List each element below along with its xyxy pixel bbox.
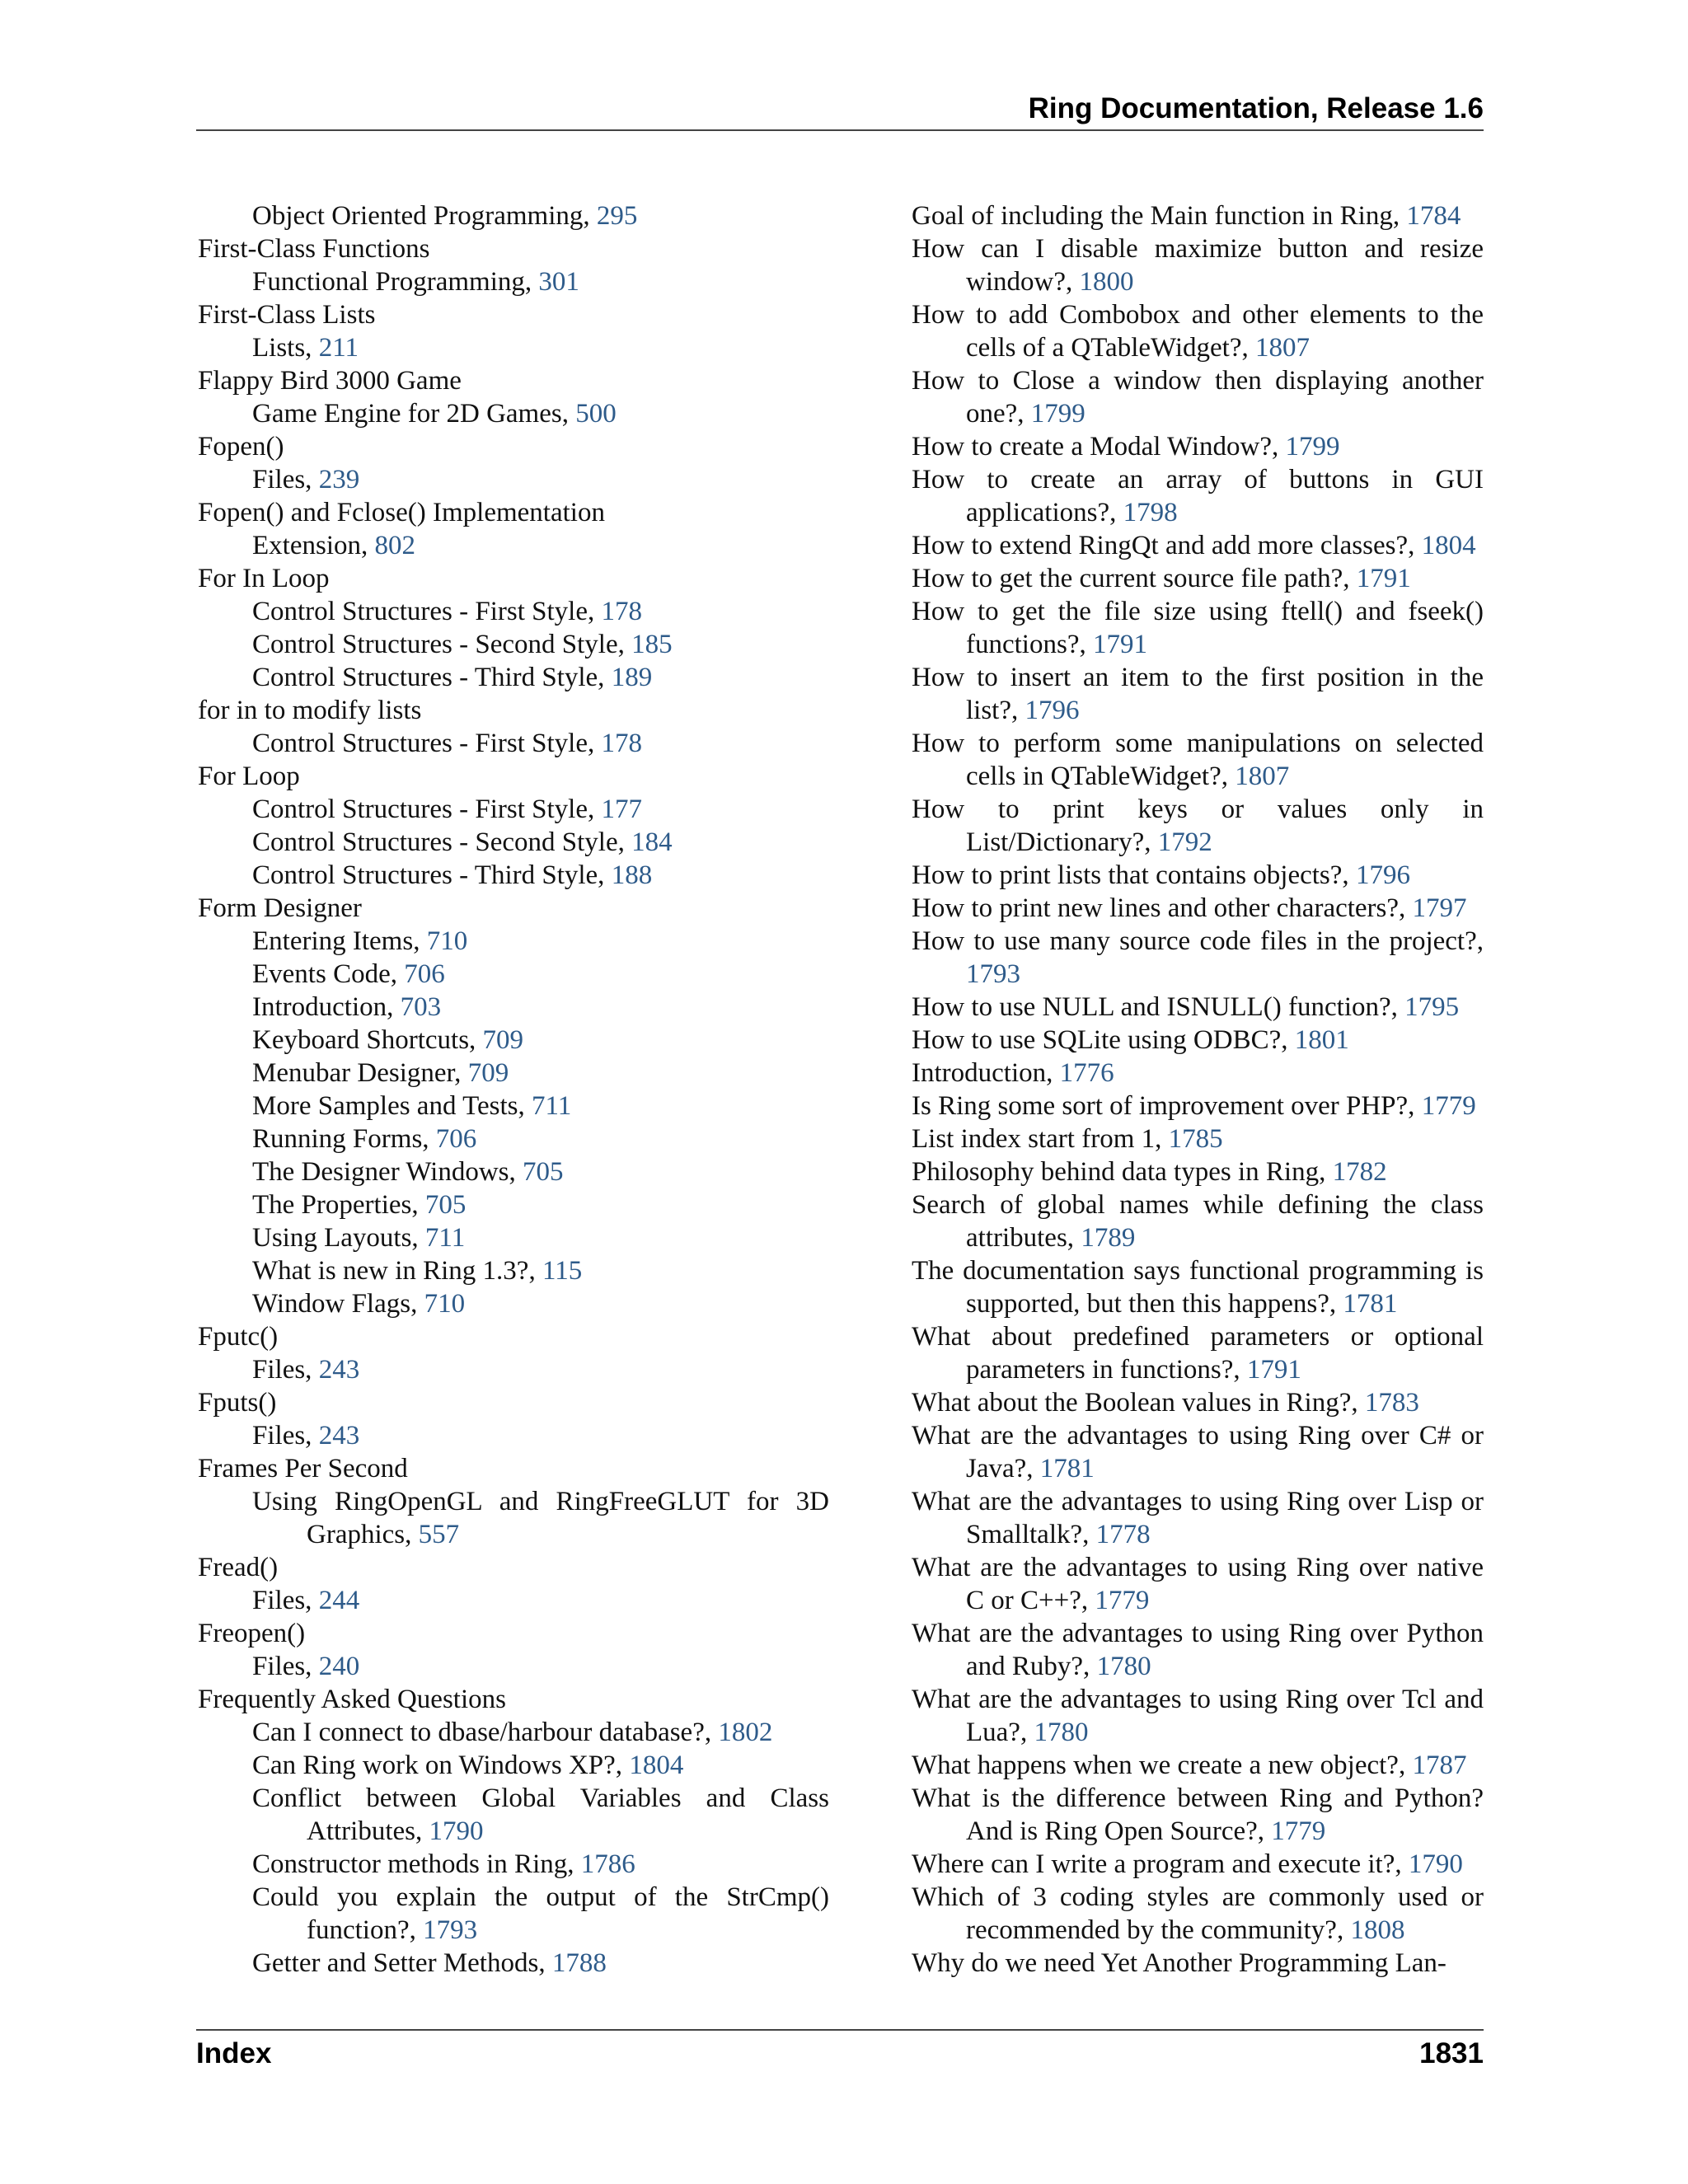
index-entry-text: How to Close a window then displaying another one?, — [912, 366, 1484, 429]
index-entry — [912, 1485, 1484, 1551]
index-entry-text: What are the advantages to using Ring over native C or C++?, — [912, 1553, 1484, 1615]
index-entry-text: Events Code, — [252, 959, 397, 989]
index-entry — [198, 1024, 829, 1057]
index-entry-text: Using Layouts, — [252, 1223, 419, 1253]
index-entry-text: Menubar Designer, — [252, 1058, 462, 1088]
index-entry — [198, 1947, 829, 1980]
index-entry-text: How to get the file size using ftell() and fseek() functions?, — [912, 597, 1484, 659]
index-entry — [198, 1419, 829, 1452]
index-entry — [198, 793, 829, 826]
index-entry-text: Control Structures - First Style, — [252, 794, 595, 824]
index-entry — [912, 1683, 1484, 1749]
index-entry-text: How can I disable maximize button and resize window?, — [912, 234, 1484, 297]
index-entry — [912, 1749, 1484, 1782]
page-link[interactable]: 240 — [318, 1652, 360, 1681]
index-entry — [912, 892, 1484, 925]
index-entry-text: How to use NULL and ISNULL() function?, — [912, 992, 1398, 1022]
index-entry — [912, 1947, 1484, 1980]
page-link[interactable]: 1791 — [1356, 564, 1411, 593]
page-link[interactable]: 115 — [542, 1256, 583, 1286]
index-entry-text: Getter and Setter Methods, — [252, 1948, 546, 1978]
page-link[interactable]: 1800 — [1079, 267, 1134, 297]
index-entry-text: Is Ring some sort of improvement over PHP?, — [912, 1091, 1415, 1121]
footer-section: Index — [196, 2037, 272, 2069]
page-link[interactable]: 1797 — [1412, 893, 1467, 923]
index-entry — [198, 463, 829, 496]
page-link[interactable]: 239 — [318, 465, 360, 494]
page-link[interactable]: 1783 — [1364, 1388, 1419, 1418]
index-entry — [198, 1353, 829, 1386]
page-link[interactable]: 1786 — [580, 1849, 635, 1879]
page-link[interactable]: 1802 — [718, 1718, 773, 1747]
page-link[interactable]: 709 — [482, 1025, 524, 1055]
page-link[interactable]: 1779 — [1271, 1816, 1326, 1846]
index-entry — [912, 991, 1484, 1024]
index-entry-text: Control Structures - First Style, — [252, 729, 595, 758]
index-entry — [912, 1782, 1484, 1848]
index-entry — [198, 1090, 829, 1122]
page-link[interactable]: 189 — [611, 663, 653, 692]
page-link[interactable]: 301 — [538, 267, 579, 297]
page-link[interactable]: 500 — [575, 399, 617, 429]
index-entry — [912, 1551, 1484, 1617]
index-entry-text: The Designer Windows, — [252, 1157, 516, 1187]
index-entry-text: What about the Boolean values in Ring?, — [912, 1388, 1358, 1418]
index-entry-text: Goal of including the Main function in Ring, — [912, 201, 1400, 231]
page-link[interactable]: 711 — [424, 1223, 466, 1253]
index-entry — [912, 1320, 1484, 1386]
index-entry-text: Where can I write a program and execute it?, — [912, 1849, 1402, 1879]
index-entry — [912, 1122, 1484, 1155]
index-entry-text: How to use SQLite using ODBC?, — [912, 1025, 1288, 1055]
index-entry-text: First-Class Lists — [198, 300, 376, 330]
index-entry — [198, 1881, 829, 1947]
page-link[interactable]: 709 — [467, 1058, 509, 1088]
page-link[interactable]: 1781 — [1343, 1289, 1398, 1319]
index-entry — [198, 991, 829, 1024]
index-entry — [198, 1221, 829, 1254]
index-entry — [912, 925, 1484, 991]
index-entry — [198, 694, 829, 727]
index-entry — [198, 529, 829, 562]
index-entry-text: What are the advantages to using Ring over Python and Ruby?, — [912, 1619, 1484, 1681]
page-link[interactable]: 710 — [424, 1289, 466, 1319]
page-link[interactable]: 177 — [601, 794, 642, 824]
index-entry — [912, 595, 1484, 661]
page-link[interactable]: 185 — [631, 630, 673, 659]
index-entry-text: Why do we need Yet Another Programming Lan- — [912, 1948, 1447, 1978]
index-entry — [912, 1057, 1484, 1090]
index-entry-text: Form Designer — [198, 893, 362, 923]
index-entry — [198, 562, 829, 595]
page-link[interactable]: 1787 — [1412, 1750, 1467, 1780]
index-entry — [198, 1188, 829, 1221]
page-link[interactable]: 1790 — [1408, 1849, 1463, 1879]
index-entry-text: Fopen() and Fclose() Implementation — [198, 498, 605, 527]
index-entry — [198, 958, 829, 991]
index-entry — [912, 859, 1484, 892]
index-entry — [198, 859, 829, 892]
index-entry-text: Entering Items, — [252, 926, 420, 956]
index-entry — [912, 1024, 1484, 1057]
index-entry — [912, 232, 1484, 298]
index-entry — [912, 1848, 1484, 1881]
page-link[interactable]: 1807 — [1235, 762, 1290, 791]
index-entry-text: First-Class Functions — [198, 234, 430, 264]
index-entry-text: Functional Programming, — [252, 267, 532, 297]
index-entry-text: Files, — [252, 1355, 312, 1385]
page-link[interactable]: 188 — [611, 860, 653, 890]
index-entry-text: Freopen() — [198, 1619, 306, 1648]
index-entry — [198, 1320, 829, 1353]
page-link[interactable]: 1793 — [966, 959, 1020, 989]
index-entry — [912, 1155, 1484, 1188]
index-entry-text: How to add Combobox and other elements to the cells of a QTableWidget?, — [912, 300, 1484, 363]
page-link[interactable]: 705 — [424, 1190, 467, 1220]
page-link[interactable]: 1776 — [1059, 1058, 1114, 1088]
index-entry-text: List index start from 1, — [912, 1124, 1162, 1154]
index-entry — [912, 1090, 1484, 1122]
index-entry-text: Conflict between Global Variables and Class Attributes, — [252, 1783, 829, 1846]
page-link[interactable]: 1804 — [1421, 531, 1476, 560]
page-link[interactable]: 705 — [523, 1157, 564, 1187]
index-entry — [198, 595, 829, 628]
index-entry-text: Lists, — [252, 333, 312, 363]
index-entry-text: Introduction, — [252, 992, 394, 1022]
index-entry-text: Constructor methods in Ring, — [252, 1849, 574, 1879]
index-entry-text: Control Structures - Second Style, — [252, 827, 625, 857]
index-entry — [912, 1881, 1484, 1947]
page-link[interactable]: 1801 — [1294, 1025, 1349, 1055]
page-link[interactable]: 711 — [531, 1091, 572, 1121]
page-link[interactable]: 1784 — [1406, 201, 1461, 231]
index-entry — [912, 529, 1484, 562]
index-entry-text: Can Ring work on Windows XP?, — [252, 1750, 623, 1780]
index-entry-text: Files, — [252, 1586, 312, 1615]
index-entry-text: Frames Per Second — [198, 1454, 408, 1483]
index-entry-text: The documentation says functional programming is supported, but then this happens?, — [912, 1256, 1484, 1319]
index-entry-text: Files, — [252, 1421, 312, 1451]
index-entry-text: More Samples and Tests, — [252, 1091, 525, 1121]
page-link[interactable]: 710 — [426, 926, 468, 956]
index-entry — [198, 1122, 829, 1155]
index-entry-text: For Loop — [198, 762, 300, 791]
index-entry — [912, 793, 1484, 859]
page-link[interactable]: 703 — [400, 992, 442, 1022]
index-entry-text: What are the advantages to using Ring over Lisp or Smalltalk?, — [912, 1487, 1484, 1549]
index-entry-text: How to perform some manipulations on selected cells in QTableWidget?, — [912, 729, 1484, 791]
index-entry-text: Philosophy behind data types in Ring, — [912, 1157, 1326, 1187]
page-link[interactable]: 1793 — [423, 1915, 478, 1945]
index-entry-text: What are the advantages to using Ring over C# or Java?, — [912, 1421, 1484, 1483]
index-entry — [198, 298, 829, 331]
index-entry-text: Running Forms, — [252, 1124, 429, 1154]
index-entry — [912, 1386, 1484, 1419]
index-entry-text: What is the difference between Ring and Python? And is Ring Open Source?, — [912, 1783, 1484, 1846]
index-entry — [198, 1650, 829, 1683]
index-entry — [198, 826, 829, 859]
index-entry-text: Control Structures - Second Style, — [252, 630, 625, 659]
index-entry — [198, 1782, 829, 1848]
page-link[interactable]: 1791 — [1246, 1355, 1301, 1385]
index-entry — [198, 1683, 829, 1716]
index-entry-text: For In Loop — [198, 564, 330, 593]
page-link[interactable]: 1796 — [1355, 860, 1410, 890]
page-link[interactable]: 1807 — [1254, 333, 1310, 363]
page-link[interactable]: 1779 — [1095, 1586, 1150, 1615]
index-entry-text: Which of 3 coding styles are commonly used or recommended by the community?, — [912, 1882, 1484, 1945]
index-entry — [912, 727, 1484, 793]
page-link[interactable]: 243 — [318, 1355, 360, 1385]
index-entry-text: Control Structures - Third Style, — [252, 860, 605, 890]
index-entry — [198, 760, 829, 793]
index-entry — [912, 364, 1484, 430]
page-link[interactable]: 1780 — [1096, 1652, 1151, 1681]
page-link[interactable]: 1780 — [1034, 1718, 1089, 1747]
index-entry-text: Control Structures - Third Style, — [252, 663, 605, 692]
index-entry-text: How to print keys or values only in List/Dictionary?, — [912, 794, 1484, 857]
index-entry — [912, 1617, 1484, 1683]
index-entry — [198, 1485, 829, 1551]
index-entry — [912, 199, 1484, 232]
index-entry — [198, 925, 829, 958]
page-link[interactable]: 1792 — [1157, 827, 1212, 857]
index-entry — [198, 1452, 829, 1485]
index-entry-text: Game Engine for 2D Games, — [252, 399, 569, 429]
index-entry-text: How to create an array of buttons in GUI applications?, — [912, 465, 1484, 527]
index-entry — [198, 1254, 829, 1287]
index-entry-text: How to create a Modal Window?, — [912, 432, 1279, 462]
index-entry-text: Can I connect to dbase/harbour database?, — [252, 1718, 712, 1747]
index-entry — [198, 1617, 829, 1650]
page-link[interactable]: 1799 — [1030, 399, 1085, 429]
index-entry — [912, 430, 1484, 463]
running-header: Ring Documentation, Release 1.6 — [1028, 92, 1484, 124]
page-link[interactable]: 211 — [318, 333, 359, 363]
index-entry-text: Fputs() — [198, 1388, 277, 1418]
index-entry — [198, 199, 829, 232]
page-link[interactable]: 184 — [631, 827, 673, 857]
page-link[interactable]: 706 — [404, 959, 445, 989]
index-entry — [198, 1584, 829, 1617]
footer-rule — [196, 2029, 1484, 2031]
index-entry — [198, 232, 829, 265]
index-entry-text: What about predefined parameters or optional parameters in functions?, — [912, 1322, 1484, 1385]
index-entry — [912, 661, 1484, 727]
index-entry — [912, 1419, 1484, 1485]
index-entry — [912, 1254, 1484, 1320]
index-entry-text: Files, — [252, 1652, 312, 1681]
index-entry — [198, 1749, 829, 1782]
index-entry-text: Using RingOpenGL and RingFreeGLUT for 3D Graphics, — [252, 1487, 829, 1549]
page-link[interactable]: 1795 — [1404, 992, 1460, 1022]
index-entry — [198, 397, 829, 430]
page-link[interactable]: 1799 — [1285, 432, 1340, 462]
index-entry — [912, 1188, 1484, 1254]
page-link[interactable]: 1789 — [1081, 1223, 1136, 1253]
index-entry-text: How to insert an item to the first position in the list?, — [912, 663, 1484, 725]
index-entry — [198, 1155, 829, 1188]
index-column-right — [912, 199, 1484, 1980]
page-link[interactable]: 557 — [418, 1520, 460, 1549]
page-link[interactable]: 1790 — [429, 1816, 484, 1846]
index-entry-text: Frequently Asked Questions — [198, 1685, 506, 1714]
index-entry-text: What is new in Ring 1.3?, — [252, 1256, 536, 1286]
index-entry-text: The Properties, — [252, 1190, 419, 1220]
page-link[interactable]: 1781 — [1039, 1454, 1095, 1483]
index-entry-text: How to get the current source file path?, — [912, 564, 1350, 593]
index-entry — [198, 364, 829, 397]
index-entry — [198, 892, 829, 925]
index-entry — [912, 298, 1484, 364]
page-link[interactable]: 1779 — [1421, 1091, 1476, 1121]
index-entry — [198, 496, 829, 529]
index-entry — [198, 628, 829, 661]
index-entry-text: Window Flags, — [252, 1289, 418, 1319]
index-entry — [198, 1848, 829, 1881]
page-link[interactable]: 1778 — [1095, 1520, 1151, 1549]
page-link[interactable]: 1791 — [1092, 630, 1147, 659]
index-entry — [198, 1057, 829, 1090]
index-entry-text: How to print new lines and other characters?, — [912, 893, 1406, 923]
index-entry-text: Could you explain the output of the StrCmp() function?, — [252, 1882, 829, 1945]
index-entry — [198, 1386, 829, 1419]
index-entry-text: How to print lists that contains objects?, — [912, 860, 1349, 890]
index-entry-text: How to extend RingQt and add more classes?, — [912, 531, 1415, 560]
index-entry-text: Fputc() — [198, 1322, 279, 1352]
page-link[interactable]: 1796 — [1025, 696, 1080, 725]
page-link[interactable]: 243 — [318, 1421, 360, 1451]
page-link[interactable]: 178 — [601, 597, 642, 626]
index-entry-text: Fopen() — [198, 432, 284, 462]
page-link[interactable]: 178 — [601, 729, 642, 758]
page-link[interactable]: 1808 — [1350, 1915, 1405, 1945]
index-entry — [912, 463, 1484, 529]
index-entry-text: Extension, — [252, 531, 368, 560]
index-entry-text: What are the advantages to using Ring over Tcl and Lua?, — [912, 1685, 1484, 1747]
index-entry-text: Object Oriented Programming, — [252, 201, 590, 231]
index-entry-text: How to use many source code files in the project?, — [912, 926, 1484, 956]
page-link[interactable]: 244 — [318, 1586, 360, 1615]
index-entry-text: Keyboard Shortcuts, — [252, 1025, 476, 1055]
index-entry-text: Control Structures - First Style, — [252, 597, 595, 626]
page-link[interactable]: 706 — [435, 1124, 477, 1154]
index-entry — [198, 661, 829, 694]
header-rule — [196, 129, 1484, 131]
index-entry — [198, 331, 829, 364]
index-entry-text: What happens when we create a new object?, — [912, 1750, 1406, 1780]
index-entry-text: Flappy Bird 3000 Game — [198, 366, 462, 396]
index-entry — [198, 430, 829, 463]
index-entry — [198, 1287, 829, 1320]
page-link[interactable]: 1788 — [551, 1948, 607, 1978]
index-entry-text: Files, — [252, 465, 312, 494]
page-link[interactable]: 1798 — [1123, 498, 1178, 527]
index-entry-text: Search of global names while defining the class attributes, — [912, 1190, 1484, 1253]
index-entry-text: Fread() — [198, 1553, 279, 1582]
index-entry — [198, 265, 829, 298]
page-link[interactable]: 1785 — [1168, 1124, 1223, 1154]
index-entry — [912, 562, 1484, 595]
page-link[interactable]: 295 — [596, 201, 638, 231]
page-link[interactable]: 802 — [374, 531, 415, 560]
index-entry-text: Introduction, — [912, 1058, 1053, 1088]
index-entry — [198, 727, 829, 760]
page-link[interactable]: 1804 — [629, 1750, 684, 1780]
index-column-left — [198, 199, 829, 1980]
index-entry-text: for in to modify lists — [198, 696, 422, 725]
page-number: 1831 — [1419, 2037, 1484, 2069]
index-entry — [198, 1716, 829, 1749]
index-entry — [198, 1551, 829, 1584]
page-link[interactable]: 1782 — [1332, 1157, 1387, 1187]
